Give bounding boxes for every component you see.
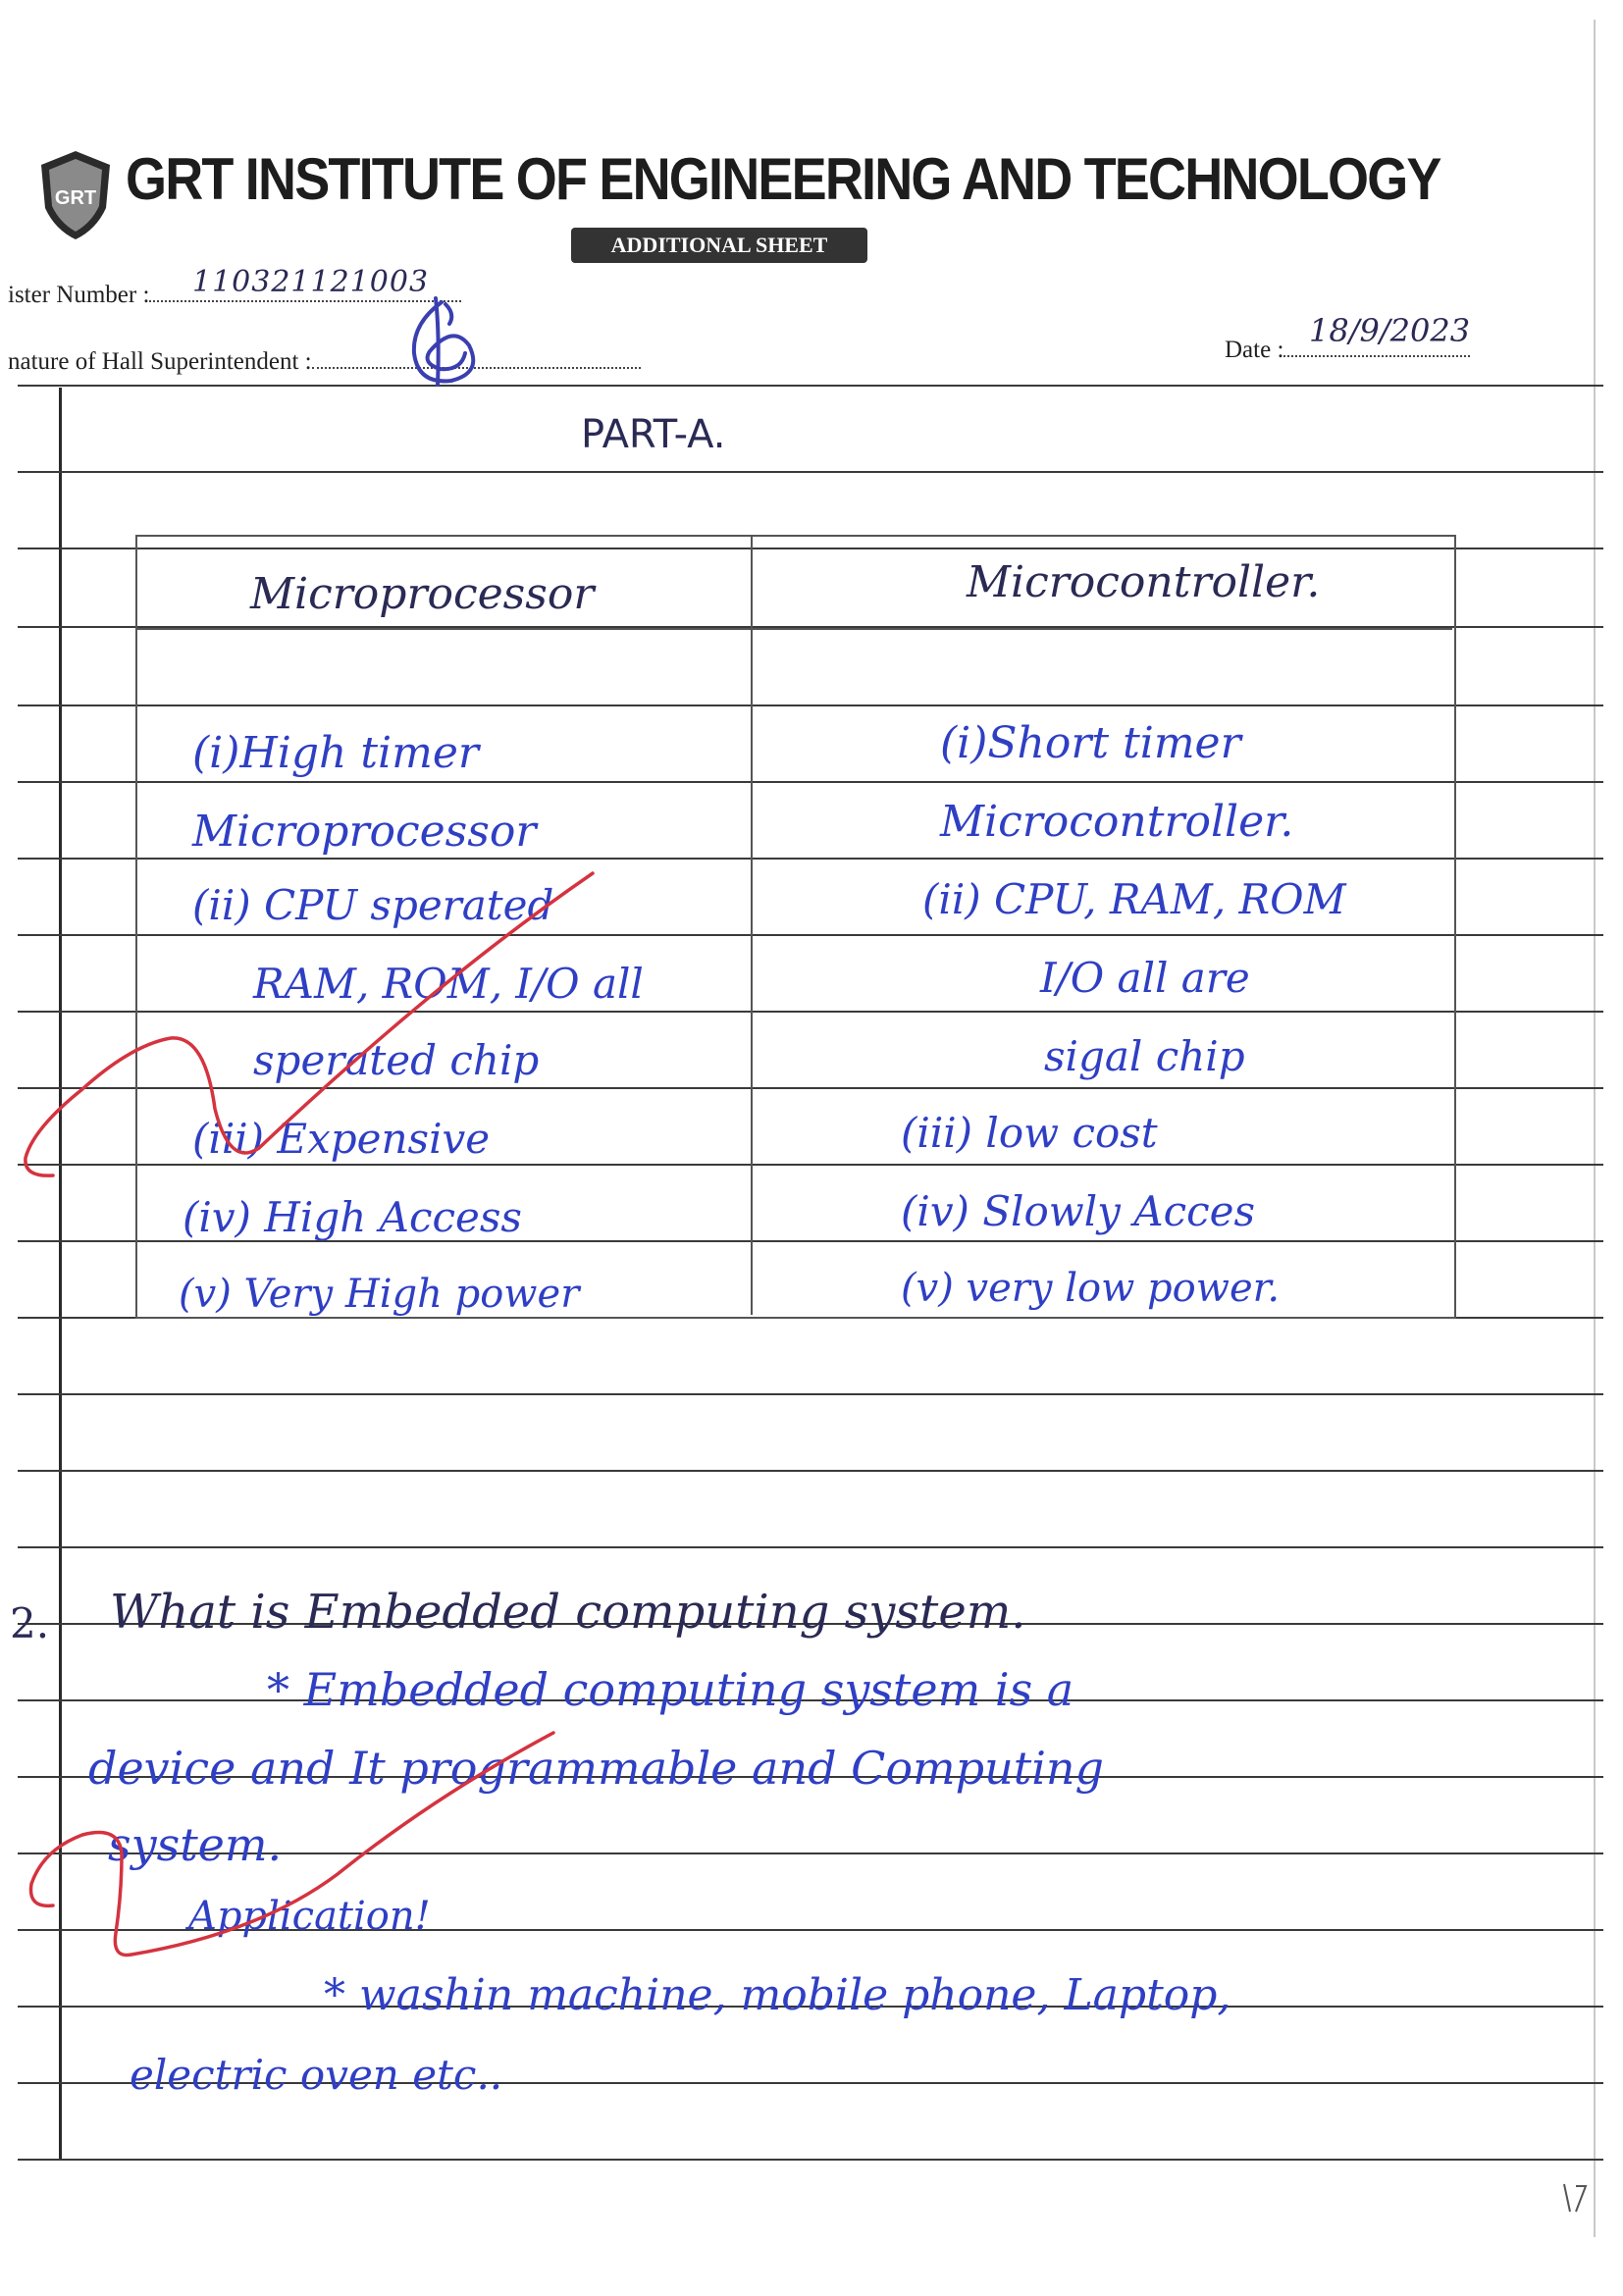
col2-line: (v) very low power.: [901, 1266, 1281, 1311]
col2-line: sigal chip: [1044, 1032, 1245, 1080]
logo-text: GRT: [54, 187, 97, 209]
col1-line: (ii) CPU sperated: [192, 881, 554, 929]
answer-line: system.: [108, 1818, 283, 1871]
question-text: What is Embedded computing system.: [110, 1585, 1026, 1640]
register-label: ister Number :: [8, 282, 150, 308]
ruled-line: [18, 471, 1603, 473]
ruled-line: [18, 1393, 1603, 1395]
grader-mark-1: [39, 1148, 40, 1149]
table-column-divider: [751, 535, 753, 1315]
part-title: PART-A.: [581, 412, 726, 457]
col1-line: (iii) Expensive: [192, 1115, 491, 1163]
col1-line: (v) Very High power: [179, 1272, 580, 1317]
col1-line: sperated chip: [253, 1036, 540, 1084]
superintendent-signature: [393, 294, 500, 397]
superintendent-row: [8, 343, 641, 376]
application-line: * washin machine, mobile phone, Laptop,: [324, 1970, 1231, 2020]
col2-line: (ii) CPU, RAM, ROM: [922, 875, 1346, 923]
col1-line: Microprocessor: [192, 807, 537, 857]
ruled-line: [18, 1470, 1603, 1472]
institute-logo: [37, 149, 114, 243]
sheet-type-badge: ADDITIONAL SHEET: [571, 228, 867, 263]
answer-line: * Embedded computing system is a: [267, 1663, 1074, 1716]
col2-line: Microcontroller.: [940, 797, 1294, 847]
institute-title: GRT INSTITUTE OF ENGINEERING AND TECHNOLOGY: [126, 146, 1440, 212]
date-value: 18/9/2023: [1309, 312, 1471, 349]
col1-header: Microprocessor: [250, 569, 595, 619]
grader-tick-2: [14, 1727, 563, 1967]
table-header-divider: [135, 628, 1452, 630]
answer-line: device and It programmable and Computing: [88, 1742, 1104, 1795]
page-corner-scribble: [1560, 2178, 1590, 2218]
ruled-line: [18, 1546, 1603, 1548]
col2-line: (iv) Slowly Acces: [901, 1187, 1256, 1235]
col2-header: Microcontroller.: [967, 557, 1321, 607]
date-label: Date :: [1225, 337, 1284, 363]
col1-line: (iv) High Access: [183, 1193, 522, 1241]
application-label: Application!: [188, 1894, 431, 1939]
col1-line: (i)High timer: [192, 728, 479, 778]
ruled-line: [18, 385, 1603, 387]
grader-tick-1: [14, 863, 622, 1192]
superintendent-label: nature of Hall Superintendent :: [8, 348, 312, 375]
col2-line: (iii) low cost: [901, 1109, 1158, 1157]
application-line: electric oven etc..: [130, 2051, 503, 2099]
col1-line: RAM, ROM, I/O all: [253, 960, 644, 1008]
page-edge: [1594, 20, 1596, 2237]
col2-line: I/O all are: [1040, 954, 1250, 1002]
col2-line: (i)Short timer: [940, 718, 1241, 768]
register-value: 110321121003: [192, 265, 430, 299]
grader-mark-2: [24, 1894, 25, 1895]
question-number: 2.: [10, 1599, 50, 1647]
ruled-line: [18, 2159, 1603, 2161]
